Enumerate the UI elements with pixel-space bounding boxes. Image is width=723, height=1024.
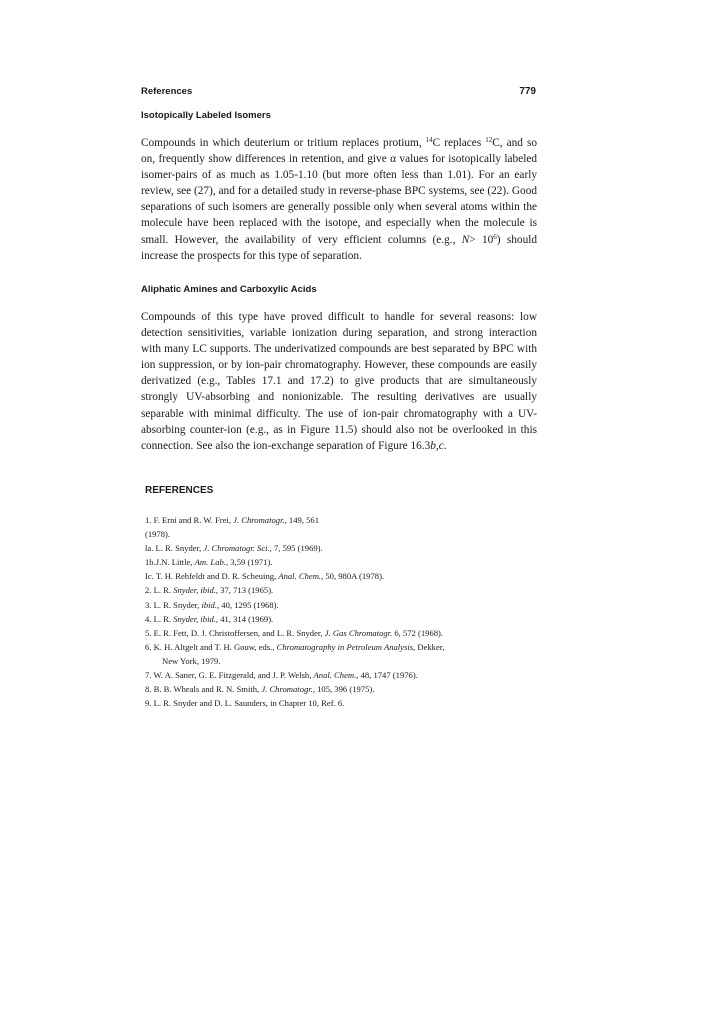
references-title: REFERENCES xyxy=(145,485,214,496)
reference-item: 5. E. R. Fett, D. J. Christoffersen, and L. R. Snyder, J. Gas Chromatogr. 6, 572 (1968). xyxy=(145,627,444,638)
reference-item: 8. B. B. Wheals and R. N. Smith, J. Chromatogr., 105, 396 (1975). xyxy=(145,684,375,695)
reference-item: 1b.J.N. Little, Am. Lab., 3,59 (1971). xyxy=(145,557,273,568)
reference-item: 4. L. R. Snyder, ibid., 41, 314 (1969). xyxy=(145,613,274,624)
reference-item: 6. K. H. Altgelt and T. H. Gouw, eds., Chromatography in Petroleum Analysis, Dekker, New York, 1979. xyxy=(145,641,445,666)
running-title: References xyxy=(141,86,193,97)
reference-item: 7. W. A. Saner, G. E. Fitzgerald, and J. P. Welsh, Anal. Chem., 48, 1747 (1976). xyxy=(145,670,418,681)
page-number: 779 xyxy=(519,86,536,97)
reference-item: Ic. T. H. Rehfeldt and D. R. Scheuing, Anal. Chem., 50, 980A (1978). xyxy=(145,571,385,582)
section-heading-isotopic: Isotopically Labeled Isomers xyxy=(141,110,271,121)
page-header xyxy=(141,86,536,100)
reference-item: 9. L. R. Snyder and D. L. Saunders, in Chapter 10, Ref. 6. xyxy=(145,698,345,709)
reference-item: la. L. R. Snyder, J. Chromatogr. Sci., 7, 595 (1969). xyxy=(145,543,323,554)
section-heading-amines: Aliphatic Amines and Carboxylic Acids xyxy=(141,284,317,295)
reference-item: 3. L. R. Snyder, ibid., 40, 1295 (1968). xyxy=(145,599,279,610)
paragraph-amines: Compounds of this type have proved difficult to handle for several reasons: low detection sensitivities, variable ionization during separation, and strong interaction with many LC supports. The underivatized compounds are best separated by BPC with ion suppression, or by ion-pair chromatography. However, these compounds are easily derivatized (e.g., Tables 17.1 and 17.2) to give products that are simultaneously strongly UV-absorbing and nonionizable. The resulting derivatives are usually separable with minimal difficulty. The use of ion-pair chromatography with a UV-absorbing counter-ion (e.g., as in Figure 11.5) should also not be overlooked in this connection. See also the ion-exchange separation of Figure 16.3b,c. xyxy=(141,311,537,452)
reference-list xyxy=(145,513,545,710)
paragraph-isotopic: Compounds in which deuterium or tritium replaces protium, $^{14}$C replaces $^{12}$C, and so on, frequently show differences in retention, and give α values for isotopically labeled isomer-pairs of as much as 1.05-1.10 (but more often less than 1.01). For an early review, see (27), and for a detailed study in reverse-phase BPC systems, see (22). Good separations of such isomers are generally possible only when several atoms within the molecule have been replaced with the isotope, and especially when the molecule is small. However, the availability of very efficient columns (e.g., $N> 10^6$) should increase the prospects for this type of separation. xyxy=(141,136,537,262)
reference-item: 2. L. R. Snyder, ibid., 37, 713 (1965). xyxy=(145,585,274,596)
reference-item: 1. F. Erni and R. W. Frei, J. Chromatogr., 149, 561 (1978). xyxy=(145,515,319,540)
